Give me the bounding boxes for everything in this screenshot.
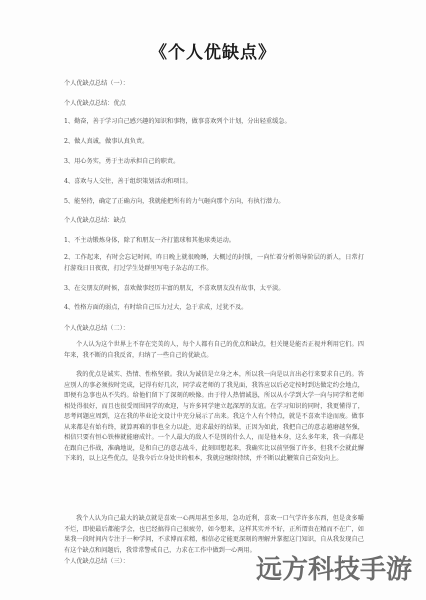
summary1-heading: 个人优缺点总结（一）： xyxy=(64,80,129,87)
strength-item: 2、做人真诚，做事认真负责。 xyxy=(64,138,149,145)
strength-item: 5、能坚持，确定了正确方向，我就能把所有的力气砸向那个方向，有执行潜力。 xyxy=(64,198,285,205)
watermark-text: 远方科技手游 xyxy=(255,555,412,585)
document-title: 《个人优缺点》 xyxy=(150,43,276,63)
strength-item: 3、用心务实，勇于主动承担自己的职责。 xyxy=(64,158,180,165)
weakness-item: 2、工作起来，有时会忘记时间，昨日晚上就很晚睡，大概过的封锁，一向忙着分析领导阶层的新人，日常打打游戏日日夜夜，打过学生处群里写电子杂志的工作。 xyxy=(64,254,364,272)
weaknesses-heading: 个人优缺点总结：缺点 xyxy=(64,217,126,224)
strengths-heading: 个人优缺点总结：优点 xyxy=(64,100,126,107)
strength-item: 1、勤奋，善于学习自己感兴趣的知识和事物，做事喜欢列个计划，分出轻重缓急。 xyxy=(64,118,291,125)
weakness-item: 3、在交朋友的时候，喜欢做事经历丰富的朋友，不喜欢朋友没有故事，太平淡。 xyxy=(64,285,285,292)
summary2-heading: 个人优缺点总结（二）： xyxy=(64,325,129,332)
summary2-paragraph: 我的优点是诚实、热情、性格坚毅。我认为诚信是立身之本，所以我一向是以言出必行来要求自己的。答应别人的事必须按时完成，记得有好几次，同学或老师的了我见面，我答应以后必定按时到达做定约会地点，即便有急事也从不失约。给他们留下了深刻的映像。由于待人热情诚恳，所以从小学到大学一向与同学和老师相处得很好，而且也很受周围同学的欢迎，与许多同学建立起深厚的友谊。在学习知识的同时，我更懂得了，思考问题应周到，这在我的毕业论文设计中充分展示了出来。我这个人有个特点，就是不喜欢半途而废。做事从来都是有始有终，就算再难的事也全力以赴，追求最好的结果，正因为如此，我把自己的意志越磨越坚强，相信只要有恒心铁棒就能磨成针。一个人最大的敌人不是别的什么人，而是他本身，这么多年来，我一向都是在跟自己作战，准确地说，是和自己的意志战斗，此刻回想起来，我确实比以前坚强了许多，但我不会就此懈下来的，以上这些优点，是我今后立身处世的根本，我就应继续持续，并不断以此鞭策自己奋发向上。 xyxy=(64,371,364,462)
strength-item: 4、喜欢与人交往，善于组织策划活动和项目。 xyxy=(64,178,192,185)
summary2-paragraph: 个人认为这个世界上不存在完美的人，每个人都有自己的优点和缺点，但关键是能否正视并利用它们。四年来，我不断的自我反省，归纳了一些自己的优缺点。 xyxy=(64,341,364,359)
weakness-item: 4、性格方面的弱点，有时给自己压力过大，急于求成，过犹不及。 xyxy=(64,304,248,311)
summary2-paragraph: 我个人认为自己最大的缺点就是喜欢一心两用甚至多用，急功近利，喜欢一口气学许多东西，但是贪多嚼不烂，即使最后都能学会，也已经搞得自己很疲劳，如今想来，这样其实并不好，正所谓贵在精而不在广，如果我一段时间内专注于一种学问，不求博而求精，相信必定能更深刻的理解并掌握这门知识，自从我发现自己有这个缺点和问题后，我常常警戒自己，力求在工作中做到一心两用。 xyxy=(64,515,364,554)
summary3-heading: 个人优缺点总结（三）： xyxy=(64,558,129,565)
weakness-item: 1、不主动锻炼身体，除了和朋友一齐打篮球和其他球类运动。 xyxy=(64,237,235,244)
